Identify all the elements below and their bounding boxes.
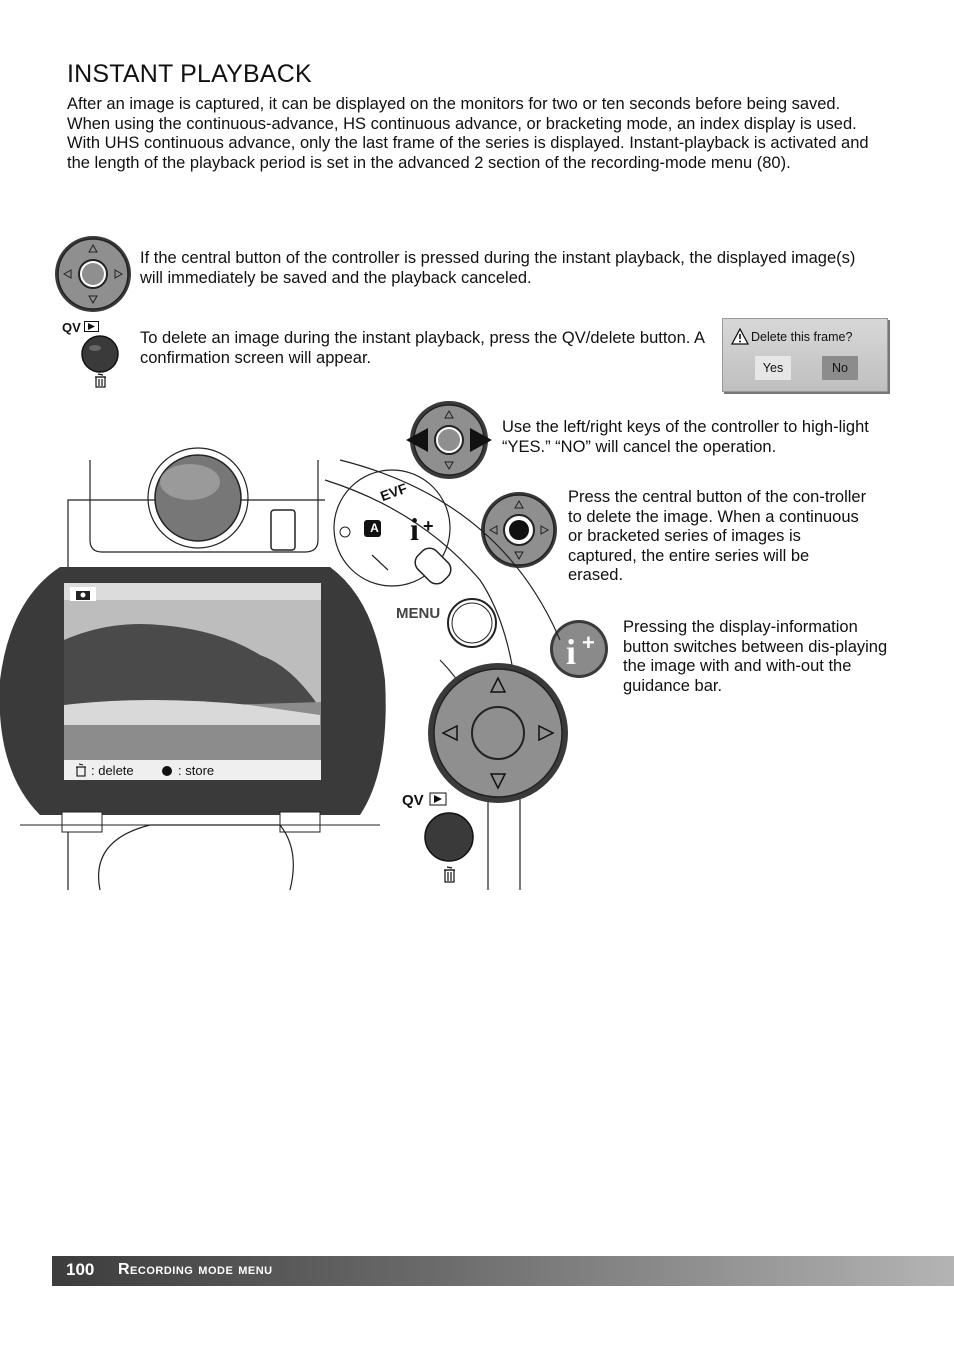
qv-label: QV [62,320,81,335]
auto-mode-label: A [370,521,379,535]
delete-confirm-dialog [722,318,888,392]
center-button-paragraph: If the central button of the controller is pressed during the instant playback, the displayed image(s) will immediately be saved and the playback canceled. [140,249,856,287]
no-button[interactable]: No [822,356,858,380]
page-footer [52,1256,954,1286]
center-delete-paragraph: Press the central button of the con-troller to delete the image. When a continuous or bracketed series of images is captured, the entire series will be erased. [568,488,867,584]
controller-icon [52,234,134,314]
menu-label: MENU [396,605,441,622]
page-title: INSTANT PLAYBACK [67,60,312,88]
lcd-store-caption: : store [178,763,215,778]
svg-text:+: + [582,630,595,655]
camera-back-illustration [0,440,600,890]
play-icon [84,321,100,333]
qv-delete-button-icon [80,334,122,390]
evf-label: EVF [378,479,410,505]
delete-paragraph: To delete an image during the instant playback, press the QV/delete button. A confirmation screen will appear. [140,329,705,367]
page-number: 100 [66,1260,95,1279]
info-paragraph: Pressing the display-information button switches between dis-playing the image with and with-out the guidance bar. [623,618,888,695]
intro-paragraph: After an image is captured, it can be displayed on the monitors for two or ten seconds before being saved. When using the continuous-advance, HS continuous advance, or bracketing mode, an index display is used. With UHS continuous advance, only the last frame of the series is displayed. Instant-playback is activated and the length of the playback period is set in the advanced 2 section of the recording-mode menu (80). [67,95,869,172]
qv-label-camera: QV [402,792,424,809]
section-title: Recording mode menu [118,1261,273,1278]
dialog-prompt: Delete this frame? [751,330,853,344]
svg-text:i: i [566,632,577,672]
svg-text:+: + [423,516,434,536]
warning-icon [731,328,749,346]
lcd-delete-caption: : delete [91,763,134,778]
yes-button[interactable]: Yes [755,356,791,380]
svg-text:i: i [410,511,419,547]
left-right-paragraph: Use the left/right keys of the controller to high-light “YES.” “NO” will cancel the operation. [502,418,869,456]
